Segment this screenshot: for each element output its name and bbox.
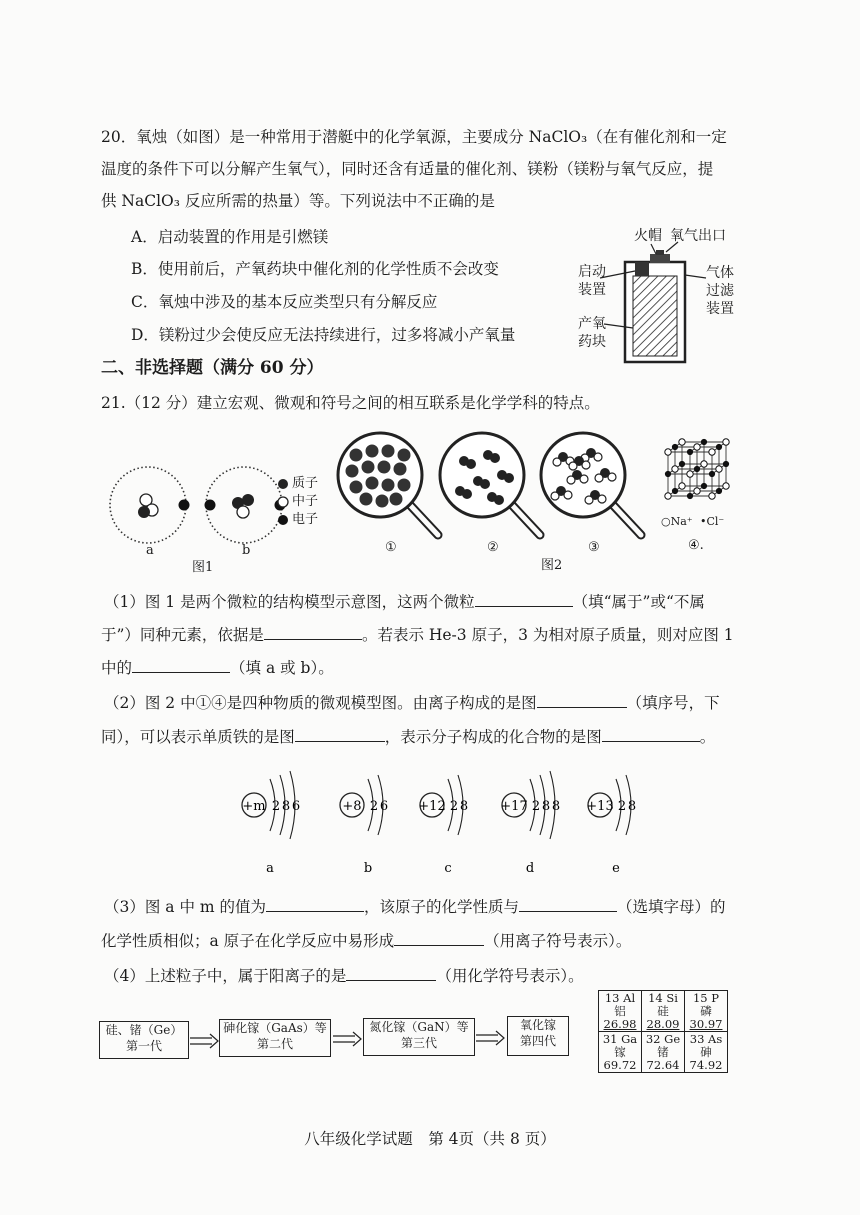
nucleus-charge: +13	[586, 799, 614, 814]
legend-electron: 电子	[292, 512, 319, 527]
shell-electron-count: 2	[271, 799, 281, 814]
fig2-label-3: ③	[588, 540, 600, 555]
q21-p1-line2: 于”）同种元素，依据是 。若表示 He-3 原子，3 为相对原子质量，则对应图 1	[101, 623, 734, 645]
section-heading: 二、非选择题（满分 60 分）	[101, 358, 324, 378]
q20-line1: 20．氧烛（如图）是一种常用于潜艇中的化学氧源，主要成分 NaClO₃（在有催化剂和一定	[101, 128, 727, 146]
fig2-label-4: ④.	[688, 538, 704, 553]
nucleus-charge: +m	[242, 799, 266, 814]
label-cl-ion: •Cl⁻	[700, 515, 725, 528]
legend-proton: 质子	[292, 476, 319, 491]
shell-electron-count: 2	[369, 799, 379, 814]
structure-label: b	[363, 861, 373, 876]
q20-option-c[interactable]: C．氧烛中涉及的基本反应类型只有分解反应	[131, 293, 438, 311]
label-gas-filter-3: 装置	[706, 301, 734, 317]
legend-neutron: 中子	[292, 494, 319, 509]
label-fire-cap: 火帽	[634, 228, 662, 244]
label-oxygen-block-2: 药块	[578, 334, 606, 350]
periodic-row-2	[599, 1032, 728, 1073]
q21-p4-line: （4）上述粒子中，属于阳离子的是 （用化学符号表示）。	[104, 964, 584, 986]
periodic-table-excerpt	[598, 990, 728, 1073]
element-as: 33 As 砷 74.92	[685, 1032, 728, 1073]
q20-line3: 供 NaClO₃ 反应所需的热量）等。下列说法中不正确的是	[101, 192, 495, 210]
label-start-device-2: 装置	[578, 282, 606, 298]
element-ge: 32 Ge 锗 72.64	[642, 1032, 685, 1073]
fig1-label-a: a	[146, 543, 154, 558]
q20-option-b[interactable]: B．使用前后，产氧药块中催化剂的化学性质不会改变	[131, 260, 499, 278]
flow-arrow-1	[190, 1034, 218, 1048]
fig2-label-2: ②	[487, 540, 499, 555]
q20-option-a[interactable]: A．启动装置的作用是引燃镁	[131, 228, 329, 246]
structure-label: d	[525, 861, 535, 876]
shell-electron-count: 8	[627, 799, 637, 814]
shell-electron-count: 8	[281, 799, 291, 814]
shell-electron-count: 8	[459, 799, 469, 814]
label-start-device-1: 启动	[578, 264, 606, 280]
q21-p3-line2: 化学性质相似；a 原子在化学反应中易形成 （用离子符号表示）。	[101, 929, 631, 951]
element-al: 13 Al 铝 26.98	[599, 991, 642, 1032]
shell-electron-count: 6	[291, 799, 301, 814]
label-gas-filter-1: 气体	[706, 265, 734, 281]
flow-arrow-2	[333, 1032, 361, 1046]
q21-p2-line1: （2）图 2 中①④是四种物质的微观模型图。由离子构成的是图 （填序号，下	[104, 691, 720, 713]
flow-box-gen3: 氮化镓（GaN）等 第三代	[363, 1018, 475, 1056]
q21-p1-line1: （1）图 1 是两个微粒的结构模型示意图，这两个微粒 （填“属于”或“不属	[104, 590, 705, 612]
flow-arrow-3	[476, 1031, 504, 1045]
shell-electron-count: 8	[541, 799, 551, 814]
label-gas-filter-2: 过滤	[706, 283, 734, 299]
q21-p3-line1: （3）图 a 中 m 的值为 ，该原子的化学性质与 （选填字母）的	[104, 895, 726, 917]
periodic-row-1	[599, 991, 728, 1032]
structure-label: e	[612, 861, 620, 876]
fig1-caption: 图1	[192, 560, 214, 575]
nucleus-charge: +12	[418, 799, 446, 814]
flow-box-gen4: 氧化镓 第四代	[507, 1016, 569, 1056]
element-si: 14 Si 硅 28.09	[642, 991, 685, 1032]
element-ga: 31 Ga 镓 69.72	[599, 1032, 642, 1073]
structure-label: a	[266, 861, 274, 876]
flow-box-gen1: 硅、锗（Ge） 第一代	[99, 1021, 189, 1059]
fig1-label-b: b	[242, 543, 251, 558]
shell-electron-count: 2	[449, 799, 459, 814]
q20-option-d[interactable]: D．镁粉过少会使反应无法持续进行，过多将减小产氧量	[131, 326, 516, 344]
q21-p2-line2: 同），可以表示单质铁的是图 ，表示分子构成的化合物的是图 。	[101, 725, 715, 747]
q21-p1-line3: 中的 （填 a 或 b）。	[101, 656, 334, 678]
q20-line2: 温度的条件下可以分解产生氧气），同时还含有适量的催化剂、镁粉（镁粉与氧气反应，提	[101, 160, 714, 178]
structure-label: c	[444, 861, 452, 876]
shell-electron-count: 2	[531, 799, 541, 814]
flow-box-gen2: 砷化镓（GaAs）等 第二代	[219, 1019, 331, 1057]
shell-electron-count: 8	[551, 799, 561, 814]
q21-intro: 21.（12 分）建立宏观、微观和符号之间的相互联系是化学学科的特点。	[101, 394, 600, 412]
nucleus-charge: +8	[342, 799, 362, 814]
shell-electron-count: 6	[379, 799, 389, 814]
shell-electron-count: 2	[617, 799, 627, 814]
fig2-caption: 图2	[541, 558, 563, 573]
label-oxygen-outlet: 氧气出口	[670, 228, 726, 244]
fig2-label-1: ①	[385, 540, 397, 555]
label-na-ion: ○Na⁺	[661, 515, 693, 528]
label-oxygen-block-1: 产氧	[578, 316, 606, 332]
element-p: 15 P 磷 30.97	[685, 991, 728, 1032]
nucleus-charge: +17	[500, 799, 528, 814]
page-footer: 八年级化学试题 第 4页（共 8 页）	[304, 1130, 556, 1148]
